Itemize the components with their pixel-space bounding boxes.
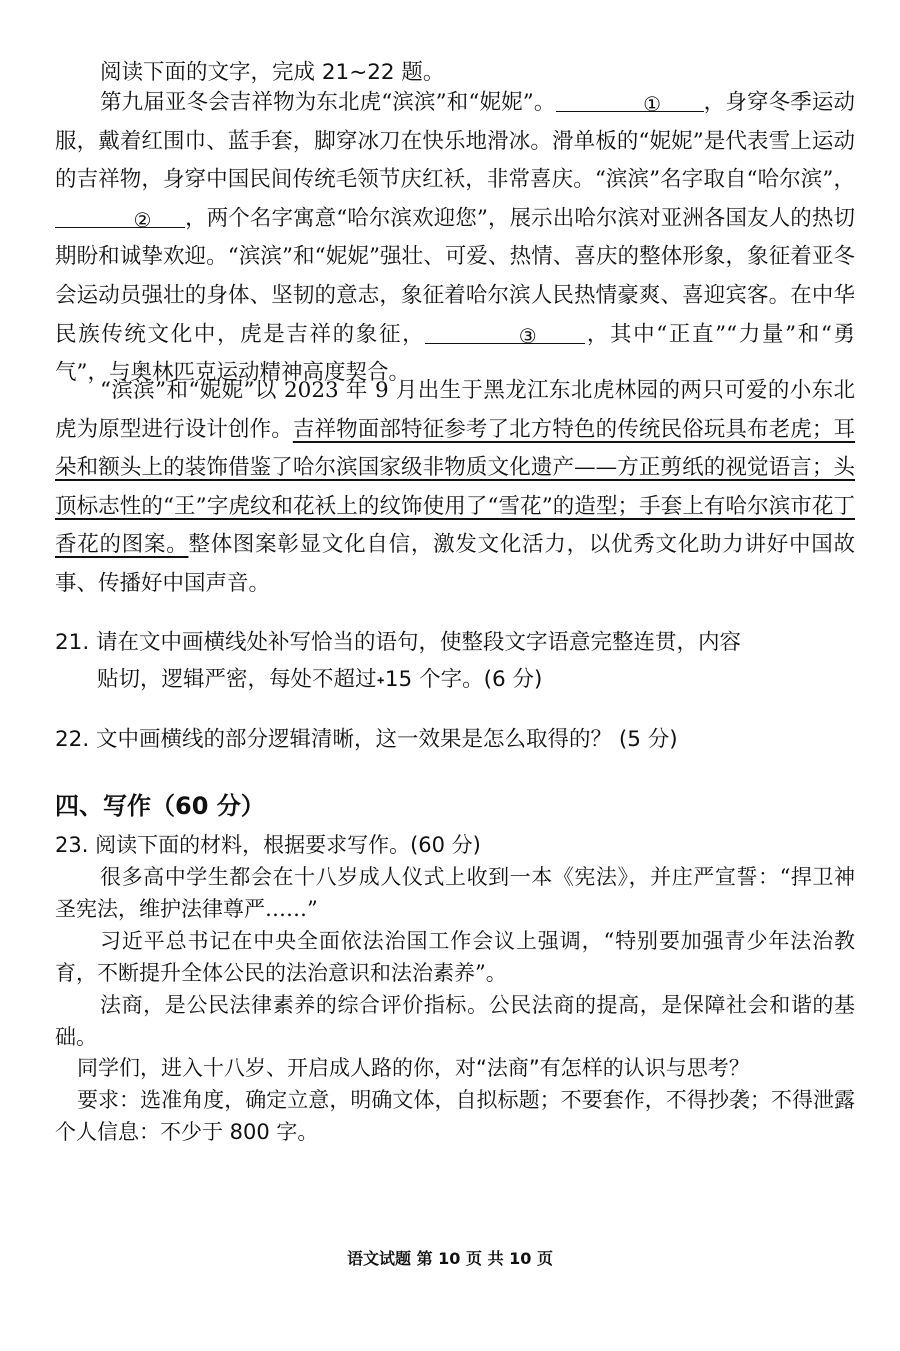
passage-text: 第九届亚冬会吉祥物为东北虎“滨滨”和“妮妮”。	[100, 90, 556, 115]
blank-number: ②	[133, 207, 152, 232]
question-21-line-1: 21. 请在文中画横线处补写恰当的语句，使整段文字语意完整连贯，内容	[55, 630, 742, 655]
passage-text: ，其中“正直”“力量”和“勇气”，与奥林匹克运动精神高度契合。	[55, 321, 855, 386]
passage-paragraph-2	[55, 372, 855, 604]
blank-number: ①	[643, 92, 662, 116]
blank-number: ③	[518, 323, 537, 348]
material-paragraph-3: 法商，是公民法律素养的综合评价指标。公民法商的提高，是保障社会和谐的基础。	[55, 993, 855, 1049]
question-21-line-2: 贴切，逻辑严密，每处不超过˖15 个字。(6 分)	[97, 667, 543, 692]
material-paragraph-1: 很多高中学生都会在十八岁成人仪式上收到一本《宪法》，并庄严宣誓：“捍卫神圣宪法，维护法律尊严……”	[55, 865, 855, 921]
page-footer: 语文试题 第 10 页 共 10 页	[347, 1249, 553, 1268]
answer-blank-3	[425, 321, 585, 348]
passage-text: ，身穿冬季运动服，戴着红围巾、蓝手套，脚穿冰刀在快乐地滑冰。滑单板的“妮妮”是代表雪上运动的吉祥物，身穿中国民间传统毛领节庆红袄，非常喜庆。“滨滨”名字取自“哈尔滨”，	[55, 90, 855, 193]
writing-requirements: 要求：选准角度，确定立意，明确文体，自拟标题；不要套作，不得抄袭；不得泄露个人信息：不少于 800 字。	[55, 1088, 855, 1144]
section-heading-writing: 四、写作（60 分）	[55, 792, 265, 820]
reading-instruction: 阅读下面的文字，完成 21~22 题。	[100, 60, 445, 85]
answer-blank-1	[556, 89, 704, 116]
question-23: 23. 阅读下面的材料，根据要求写作。(60 分)	[55, 833, 481, 857]
passage-text: 整体图案彰显文化自信，激发文化活力，以优秀文化助力讲好中国故事、传播好中国声音。	[55, 532, 855, 596]
answer-blank-2	[55, 205, 185, 232]
passage-paragraph-1	[55, 84, 855, 393]
writing-prompt: 同学们，进入十八岁、开启成人路的你，对“法商”有怎样的认识与思考？	[77, 1056, 750, 1080]
passage-text: “滨滨”和“妮妮”以 2023 年 9 月出生于黑龙江东北虎林园的两只可爱的小东北虎为原型进行设计创作。	[55, 378, 855, 442]
underlined-passage: 吉祥物面部特征参考了北方特色的传统民俗玩具布老虎；耳朵和额头上的装饰借鉴了哈尔滨国家级非物质文化遗产——方正剪纸的视觉语言；头顶标志性的“王”字虎纹和花袄上的纹饰使用了“雪花”的造型；手套上有哈尔滨市花丁香花的图案。	[55, 416, 855, 558]
material-paragraph-2: 习近平总书记在中央全面依法治国工作会议上强调，“特别要加强青少年法治教育，不断提升全体公民的法治意识和法治素养”。	[55, 929, 855, 985]
passage-text: ，两个名字寓意“哈尔滨欢迎您”，展示出哈尔滨对亚洲各国友人的热切期盼和诚挚欢迎。“滨滨”和“妮妮”强壮、可爱、热情、喜庆的整体形象，象征着亚冬会运动员强壮的身体、坚韧的意志，象征着哈尔滨人民热情豪爽、喜迎宾客。在中华民族传统文化中，虎是吉祥的象征，	[55, 205, 855, 347]
question-22: 22. 文中画横线的部分逻辑清晰，这一效果是怎么取得的？ (5 分)	[55, 727, 678, 752]
